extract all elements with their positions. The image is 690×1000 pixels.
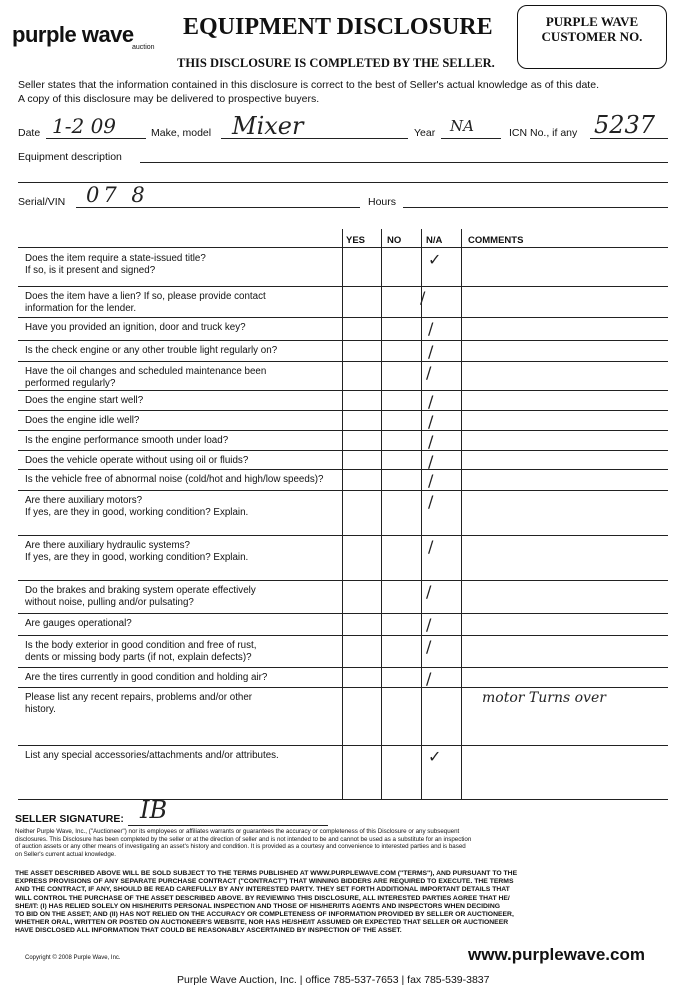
checkbox-yes[interactable]: [343, 431, 380, 449]
checkbox-na[interactable]: [423, 688, 460, 744]
answer-mark: /: [426, 637, 432, 656]
disclaimer-line2: disclosures. This Disclosure has been completed by the seller or at the direction of seller and is not intended to be and cannot be used as a substitute for an inspection: [15, 835, 472, 843]
comment-field[interactable]: [462, 451, 667, 468]
terms-line8: HAVE DISCLOSED ALL INFORMATION THAT COULD BE REASONABLY ASCERTAINED BY INSPECTION OF THE ASSET.: [15, 927, 402, 935]
question-line1: Please list any recent repairs, problems and/or other: [25, 692, 253, 703]
terms-line3: AND THE CONTRACT, IF ANY, SHOULD BE READ CAREFULLY BY ANY INTERESTED PARTY. THEY SET FORTH ADDITIONAL IMPORTANT DETAILS THAT: [15, 886, 510, 894]
question-text: [25, 395, 340, 407]
checkbox-yes[interactable]: [343, 451, 380, 468]
comment-field[interactable]: [462, 362, 667, 389]
checkbox-no[interactable]: [383, 636, 420, 666]
question-line2: history.: [25, 704, 56, 715]
question-line1: Are the tires currently in good condition and holding air?: [25, 672, 268, 683]
comment-field[interactable]: [462, 431, 667, 449]
question-line1: Does the engine idle well?: [25, 415, 140, 426]
checkbox-no[interactable]: [383, 746, 420, 798]
checkbox-yes[interactable]: [343, 581, 380, 612]
question-line2: without noise, pulling and/or pulsating?: [25, 597, 194, 608]
checkbox-yes[interactable]: [343, 391, 380, 409]
checkbox-no[interactable]: [383, 688, 420, 744]
serial-label: Serial/VIN: [18, 196, 66, 208]
comment-field[interactable]: [462, 470, 667, 489]
checkbox-no[interactable]: [383, 614, 420, 634]
comment-field[interactable]: [462, 581, 667, 612]
question-line1: Is the check engine or any other trouble light regularly on?: [25, 345, 278, 356]
answer-mark: /: [428, 452, 434, 471]
checkbox-no[interactable]: [383, 391, 420, 409]
terms-line2: EXPRESS PROVISIONS OF ANY SEPARATE PURCHASE CONTRACT ("CONTRACT") THAT WINNING BIDDERS ARE REQUIRED TO EXECUTE. THE TERMS: [15, 878, 514, 886]
question-text: [25, 672, 340, 684]
col-na: N/A: [426, 235, 443, 246]
checkbox-yes[interactable]: [343, 688, 380, 744]
serial-value[interactable]: 07 8: [86, 183, 149, 207]
question-line1: Is the engine performance smooth under load?: [25, 435, 229, 446]
comment-field[interactable]: [462, 391, 667, 409]
answer-mark: /: [426, 363, 432, 382]
date-label: Date: [18, 127, 41, 139]
icn-value[interactable]: 5237: [594, 111, 656, 139]
answer-mark: ✓: [428, 250, 442, 269]
terms-line5: SHE/IT: (I) HAS RELIED SOLELY ON HIS/HER/ITS PERSONAL INSPECTION AND THOSE OF HIS/HER/ITS AGENTS AND INSPECTORS WHEN DECIDING: [15, 902, 501, 910]
question-text: [25, 750, 340, 762]
logo-text: purple wave: [12, 22, 134, 47]
answer-mark: /: [426, 582, 432, 601]
question-text: [25, 495, 340, 519]
question-line2: information for the lender.: [25, 303, 137, 314]
checkbox-yes[interactable]: [343, 362, 380, 389]
checkbox-yes[interactable]: [343, 491, 380, 534]
question-line1: Have the oil changes and scheduled maintenance been: [25, 366, 267, 377]
page-subtitle: THIS DISCLOSURE IS COMPLETED BY THE SELLER.: [177, 56, 495, 70]
customer-box-line1: PURPLE WAVE: [545, 14, 639, 29]
disclaimer: [15, 828, 675, 858]
checkbox-no[interactable]: [383, 536, 420, 579]
year-value[interactable]: NA: [450, 117, 474, 135]
comment-field[interactable]: [462, 636, 667, 666]
make-label: Make, model: [151, 127, 212, 139]
checkbox-no[interactable]: [383, 470, 420, 489]
question-line2: If yes, are they in good, working condition? Explain.: [25, 507, 249, 518]
answer-mark: /: [428, 342, 434, 361]
comment-field[interactable]: [462, 536, 667, 579]
question-line1: Does the engine start well?: [25, 395, 144, 406]
answer-mark: /: [426, 615, 432, 634]
comment-field[interactable]: [462, 287, 667, 316]
question-line1: Does the item have a lien? If so, please provide contact: [25, 291, 266, 302]
answer-mark: /: [428, 537, 434, 556]
question-text: [25, 618, 340, 630]
checkbox-no[interactable]: [383, 362, 420, 389]
contact-info: Purple Wave Auction, Inc. | office 785-537-7653 | fax 785-539-3837: [177, 974, 490, 986]
checkbox-yes[interactable]: [343, 249, 380, 285]
checkbox-no[interactable]: [383, 668, 420, 686]
col-yes: YES: [346, 235, 366, 246]
checkbox-no[interactable]: [383, 341, 420, 360]
copyright: Copyright © 2008 Purple Wave, Inc.: [25, 955, 121, 961]
checkbox-yes[interactable]: [343, 746, 380, 798]
comment-field[interactable]: [462, 491, 667, 534]
question-line2: If yes, are they in good, working condition? Explain.: [25, 552, 249, 563]
question-line2: If so, is it present and signed?: [25, 265, 156, 276]
question-line1: Are there auxiliary hydraulic systems?: [25, 540, 190, 551]
question-text: [25, 474, 340, 486]
question-text: [25, 345, 340, 357]
checkbox-no[interactable]: [383, 318, 420, 339]
year-label: Year: [414, 127, 436, 139]
comment-field[interactable]: [462, 341, 667, 360]
question-line2: dents or missing body parts (if not, explain defects)?: [25, 652, 252, 663]
terms-line1: THE ASSET DESCRIBED ABOVE WILL BE SOLD SUBJECT TO THE TERMS PUBLISHED AT WWW.PURPLEWAVE.COM ("TERMS"), AND PURSUANT TO THE: [15, 870, 518, 877]
signature-label: SELLER SIGNATURE:: [15, 813, 124, 825]
question-line1: Does the item require a state-issued title?: [25, 253, 206, 264]
question-text: [25, 435, 340, 447]
comment-field[interactable]: [462, 668, 667, 686]
col-divider-na: [421, 229, 422, 799]
comment-text[interactable]: motor Turns over: [482, 690, 606, 706]
answer-mark: /: [420, 288, 426, 307]
icn-label: ICN No., if any: [509, 127, 578, 139]
checkbox-yes[interactable]: [343, 536, 380, 579]
disclaimer-line4: on Seller's current actual knowledge.: [15, 850, 116, 858]
question-text: [25, 415, 340, 427]
page-title: EQUIPMENT DISCLOSURE: [183, 14, 493, 40]
checkbox-yes[interactable]: [343, 411, 380, 429]
header-rule: [18, 247, 668, 248]
question-line1: Is the vehicle free of abnormal noise (cold/hot and high/low speeds)?: [25, 474, 324, 485]
customer-box-line2: CUSTOMER NO.: [541, 29, 643, 44]
question-line1: Do the brakes and braking system operate effectively: [25, 585, 256, 596]
comment-field[interactable]: [462, 318, 667, 339]
comment-field[interactable]: [462, 746, 667, 798]
answer-mark: /: [428, 432, 434, 451]
signature-value[interactable]: IB: [140, 796, 168, 824]
question-text: [25, 455, 340, 467]
intro-line2: A copy of this disclosure may be delivered to prospective buyers.: [18, 93, 320, 105]
answer-mark: /: [428, 492, 434, 511]
checkbox-yes[interactable]: [343, 668, 380, 686]
checkbox-no[interactable]: [383, 581, 420, 612]
question-text: [25, 322, 340, 334]
question-line1: Are gauges operational?: [25, 618, 132, 629]
checkbox-no[interactable]: [383, 411, 420, 429]
checkbox-no[interactable]: [383, 491, 420, 534]
answer-mark: /: [426, 669, 432, 688]
answer-mark: /: [428, 392, 434, 411]
question-text: [25, 585, 340, 609]
question-text: [25, 253, 340, 277]
terms-line4: WILL CONTROL THE PURCHASE OF THE ASSET DESCRIBED ABOVE. BY REVIEWING THIS DISCLOSURE, ALL INTERESTED PARTIES AGREE THAT HE/: [15, 894, 510, 902]
question-line1: Does the vehicle operate without using oil or fluids?: [25, 455, 249, 466]
checkbox-no[interactable]: [383, 287, 420, 316]
checkbox-yes[interactable]: [343, 636, 380, 666]
checkbox-yes[interactable]: [343, 614, 380, 634]
question-line2: performed regularly?: [25, 378, 116, 389]
col-divider-no: [381, 229, 382, 799]
question-text: [25, 640, 340, 664]
question-line1: Are there auxiliary motors?: [25, 495, 143, 506]
comment-field[interactable]: [462, 411, 667, 429]
answer-mark: /: [428, 319, 434, 338]
intro-line1: Seller states that the information contained in this disclosure is correct to the best of Seller's actual knowledge as of this date.: [18, 79, 599, 91]
date-value[interactable]: 1-2 09: [52, 114, 117, 138]
website-link[interactable]: www.purplewave.com: [468, 945, 645, 964]
make-value[interactable]: Mixer: [232, 112, 304, 140]
answer-mark: ✓: [428, 747, 442, 766]
checkbox-na[interactable]: [423, 287, 460, 316]
checkbox-no[interactable]: [383, 451, 420, 468]
equipment-description-label: Equipment description: [18, 151, 122, 163]
comment-field[interactable]: [462, 249, 667, 285]
checkbox-yes[interactable]: [343, 318, 380, 339]
answer-mark: /: [428, 471, 434, 490]
question-text: [25, 692, 340, 716]
checkbox-yes[interactable]: [343, 287, 380, 316]
question-line1: Have you provided an ignition, door and truck key?: [25, 322, 246, 333]
logo-sub: auction: [132, 44, 155, 51]
question-line1: List any special accessories/attachments and/or attributes.: [25, 750, 279, 761]
question-text: [25, 291, 340, 315]
checkbox-yes[interactable]: [343, 470, 380, 489]
checkbox-no[interactable]: [383, 249, 420, 285]
question-text: [25, 366, 340, 390]
signature-line: [128, 825, 328, 826]
question-line1: Is the body exterior in good condition and free of rust,: [25, 640, 257, 651]
terms-line6: TO BID ON THE ASSET; AND (II) HAS NOT RELIED ON THE ACCURACY OR COMPLETENESS OF INFORMATION PROVIDED BY SELLER OR AUCTIONEER,: [15, 911, 514, 919]
checkbox-yes[interactable]: [343, 341, 380, 360]
col-comments: COMMENTS: [468, 235, 524, 246]
question-text: [25, 540, 340, 564]
checkbox-no[interactable]: [383, 431, 420, 449]
row-rule: [18, 799, 668, 800]
disclaimer-line3: of auction assets or any other means of investigating an asset's history and condition. It is provided as a courtesy and convenience to interested parties and is based: [15, 843, 466, 851]
comment-field[interactable]: [462, 614, 667, 634]
disclaimer-line1: Neither Purple Wave, Inc., ("Auctioneer") nor its employees or affiliates warrants or guarantees the accuracy or completeness of this Disclosure or any subsequent: [15, 828, 460, 835]
col-no: NO: [387, 235, 402, 246]
terms: [15, 870, 680, 936]
answer-mark: /: [428, 412, 434, 431]
hours-label: Hours: [368, 196, 397, 208]
terms-line7: WHETHER ORAL, WRITTEN OR POSTED ON AUCTIONEER'S WEBSITE, NOR HAS HE/SHE/IT ASSUMED OR EXPECTED THAT SELLER OR AUCTIONEER: [15, 919, 509, 927]
